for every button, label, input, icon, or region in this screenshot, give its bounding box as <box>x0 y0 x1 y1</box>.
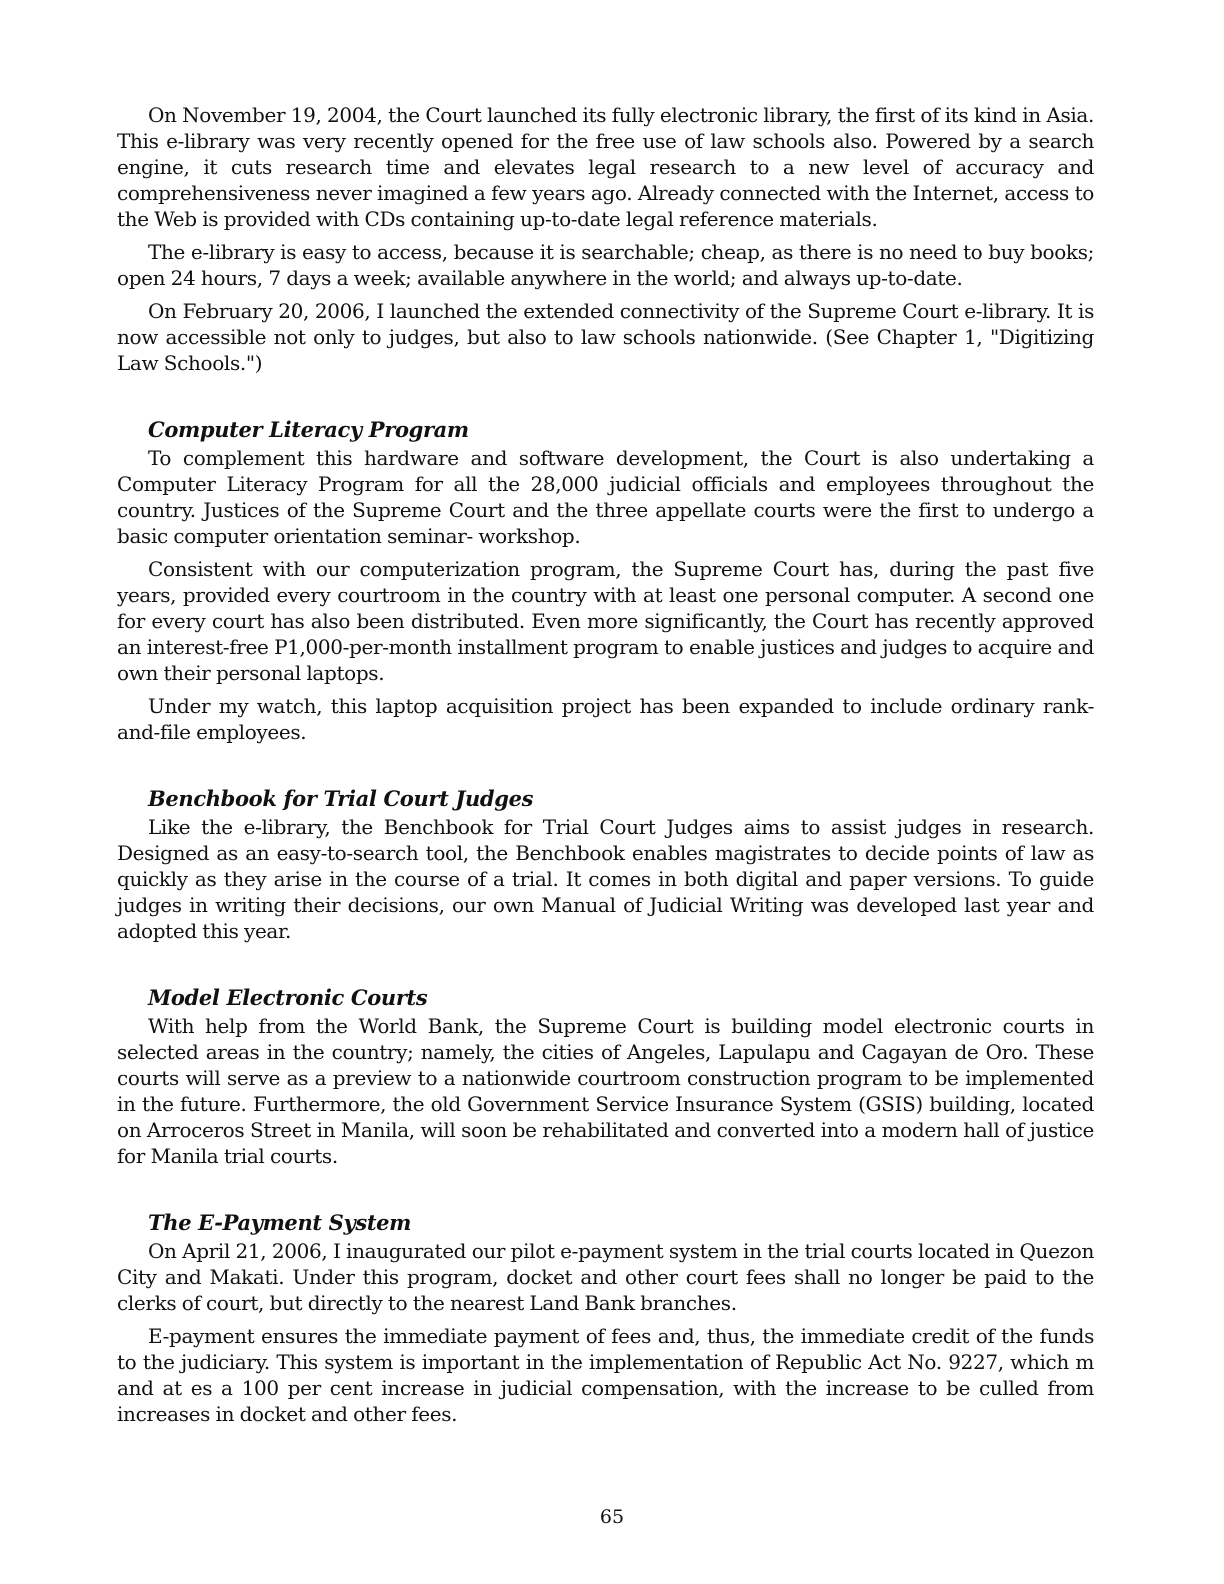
paragraph-e-payment-benefits: E-payment ensures the immediate payment of fees and, thus, the immediate credit of the funds to the judiciary. This system is important in the implementation of Republic Act No. 9227, which m and at es a 100 per cent increase in judicial compensation, with the increase to be culled from increases in docket and other fees. <box>117 1324 1094 1426</box>
heading-e-payment: The E-Payment System <box>148 1210 412 1235</box>
paragraph-elibrary-features: The e-library is easy to access, because it is searchable; cheap, as there is no need to buy books; open 24 hours, 7 days a week; available anywhere in the world; and always up-to-date. <box>117 240 1094 290</box>
heading-model-electronic-courts: Model Electronic Courts <box>148 985 428 1010</box>
page-content <box>117 102 1094 1434</box>
paragraph-benchbook: Like the e-library, the Benchbook for Trial Court Judges aims to assist judges in research. Designed as an easy-to-search tool, the Benchbook enables magistrates to decide points of law as quickly as they arise in the course of a trial. It comes in both digital and paper versions. To guide judges in writing their decisions, our own Manual of Judicial Writing was developed last year and adopted this year. <box>117 815 1094 943</box>
paragraph-e-payment-pilot: On April 21, 2006, I inaugurated our pilot e-payment system in the trial courts located in Quezon City and Makati. Under this program, docket and other court fees shall no longer be paid to the clerks of court, but directly to the nearest Land Bank branches. <box>117 1239 1094 1315</box>
paragraph-model-electronic-courts: With help from the World Bank, the Supreme Court is building model electronic courts in selected areas in the country; namely, the cities of Angeles, Lapulapu and Cagayan de Oro. These courts will serve as a preview to a nationwide courtroom construction program to be implemented in the future. Furthermore, the old Government Service Insurance System (GSIS) building, located on Arroceros Street in Manila, will soon be rehabilitated and converted into a modern hall of justice for Manila trial courts. <box>117 1014 1094 1168</box>
heading-benchbook: Benchbook for Trial Court Judges <box>148 786 534 811</box>
paragraph-computer-literacy: To complement this hardware and software development, the Court is also undertaking a Computer Literacy Program for all the 28,000 judicial officials and employees throughout the country. Justices of the Supreme Court and the three appellate courts were the first to undergo a basic computer orientation seminar- workshop. <box>117 446 1094 548</box>
paragraph-laptop-acquisition: Under my watch, this laptop acquisition project has been expanded to include ordinary rank-and-file employees. <box>117 694 1094 744</box>
page-number: 65 <box>599 1506 625 1528</box>
paragraph-computerization: Consistent with our computerization program, the Supreme Court has, during the past five years, provided every courtroom in the country with at least one personal computer. A second one for every court has also been distributed. Even more significantly, the Court has recently approved an interest-free P1,000-per-month installment program to enable justices and judges to acquire and own their personal laptops. <box>117 557 1094 685</box>
paragraph-elibrary-launch: On November 19, 2004, the Court launched its fully electronic library, the first of its kind in Asia. This e-library was very recently opened for the free use of law schools also. Powered by a search engine, it cuts research time and elevates legal research to a new level of accuracy and comprehensiveness never imagined a few years ago. Already connected with the Internet, access to the Web is provided with CDs containing up-to-date legal reference materials. <box>117 103 1094 231</box>
paragraph-elibrary-connectivity: On February 20, 2006, I launched the extended connectivity of the Supreme Court e-library. It is now accessible not only to judges, but also to law schools nationwide. (See Chapter 1, "Digitizing Law Schools.") <box>117 299 1094 375</box>
heading-computer-literacy: Computer Literacy Program <box>148 417 469 442</box>
